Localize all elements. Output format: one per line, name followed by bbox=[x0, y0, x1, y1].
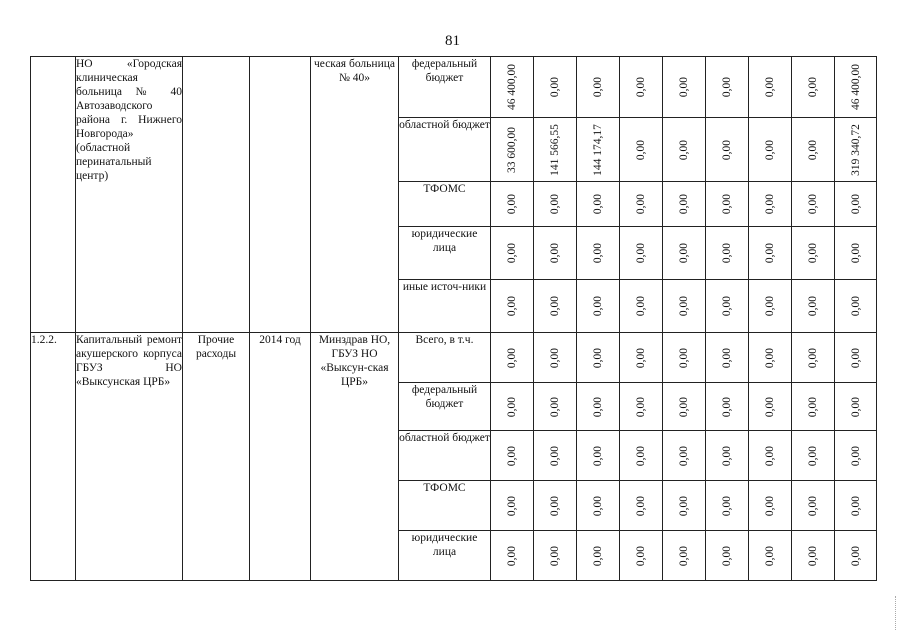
value-text: 0,00 bbox=[807, 545, 819, 566]
value-text: 0,00 bbox=[678, 76, 690, 98]
value-text: 141 566,55 bbox=[549, 123, 561, 176]
value-cell bbox=[749, 280, 792, 333]
value-cell bbox=[706, 383, 749, 431]
value-cell bbox=[835, 531, 877, 581]
value-text: 0,00 bbox=[764, 545, 776, 566]
value-text: 0,00 bbox=[721, 139, 733, 160]
value-text: 0,00 bbox=[506, 347, 518, 368]
value-cell bbox=[792, 531, 835, 581]
expense-type: Прочие расходы bbox=[183, 333, 250, 581]
value-text: 0,00 bbox=[678, 295, 690, 317]
page-number: 81 bbox=[445, 33, 460, 49]
value-text: 0,00 bbox=[678, 445, 690, 466]
value-text: 0,00 bbox=[721, 193, 733, 215]
value-text: 0,00 bbox=[549, 193, 561, 215]
value-cell bbox=[749, 431, 792, 481]
value-cell bbox=[534, 227, 577, 280]
value-cell bbox=[749, 227, 792, 280]
value-cell bbox=[663, 280, 706, 333]
value-text: 0,00 bbox=[592, 193, 604, 215]
value-text: 0,00 bbox=[764, 242, 776, 264]
value-text: 0,00 bbox=[721, 396, 733, 417]
value-cell bbox=[835, 280, 877, 333]
value-text: 0,00 bbox=[635, 396, 647, 417]
value-cell bbox=[491, 531, 534, 581]
value-cell bbox=[663, 481, 706, 531]
value-cell bbox=[706, 57, 749, 118]
execution-year bbox=[250, 57, 311, 333]
value-text: 0,00 bbox=[807, 139, 819, 160]
value-cell bbox=[663, 531, 706, 581]
value-text: 0,00 bbox=[807, 76, 819, 98]
value-text: 0,00 bbox=[549, 495, 561, 516]
value-cell bbox=[792, 383, 835, 431]
funding-source: областной бюджет bbox=[399, 431, 491, 481]
measure-name: НО «Городская клиническая больница № 40 Автозаводского района г. Нижнего Новгорода» (областной перинатальный центр) bbox=[76, 57, 183, 333]
value-cell bbox=[534, 333, 577, 383]
value-text: 0,00 bbox=[635, 445, 647, 466]
value-text: 0,00 bbox=[635, 545, 647, 566]
value-cell bbox=[620, 333, 663, 383]
value-text: 0,00 bbox=[635, 242, 647, 264]
value-cell bbox=[792, 333, 835, 383]
value-text: 0,00 bbox=[592, 76, 604, 98]
value-cell bbox=[577, 118, 620, 182]
value-text: 0,00 bbox=[678, 545, 690, 566]
value-text: 0,00 bbox=[807, 396, 819, 417]
table-row bbox=[31, 333, 877, 383]
value-cell bbox=[835, 227, 877, 280]
value-cell bbox=[534, 531, 577, 581]
value-text: 0,00 bbox=[678, 242, 690, 264]
funding-source: федеральный бюджет bbox=[399, 383, 491, 431]
value-cell bbox=[749, 383, 792, 431]
value-text: 0,00 bbox=[764, 76, 776, 98]
value-text: 0,00 bbox=[592, 445, 604, 466]
value-cell bbox=[835, 333, 877, 383]
value-cell bbox=[835, 383, 877, 431]
value-cell bbox=[491, 57, 534, 118]
value-cell bbox=[534, 383, 577, 431]
value-text: 0,00 bbox=[506, 295, 518, 317]
value-text: 0,00 bbox=[849, 295, 862, 317]
value-cell bbox=[663, 333, 706, 383]
value-text: 0,00 bbox=[592, 495, 604, 516]
value-cell bbox=[534, 57, 577, 118]
value-text: 0,00 bbox=[678, 193, 690, 215]
value-cell bbox=[491, 333, 534, 383]
value-text: 0,00 bbox=[849, 495, 862, 516]
value-text: 0,00 bbox=[764, 347, 776, 368]
value-text: 0,00 bbox=[506, 193, 518, 215]
funding-source: ТФОМС bbox=[399, 182, 491, 227]
value-text: 0,00 bbox=[592, 347, 604, 368]
value-text: 0,00 bbox=[807, 295, 819, 317]
value-text: 0,00 bbox=[807, 495, 819, 516]
value-text: 0,00 bbox=[807, 445, 819, 466]
expense-type bbox=[183, 57, 250, 333]
value-cell bbox=[706, 333, 749, 383]
table-row bbox=[31, 57, 877, 118]
value-cell bbox=[620, 57, 663, 118]
value-cell bbox=[577, 227, 620, 280]
value-cell bbox=[792, 118, 835, 182]
value-cell bbox=[620, 182, 663, 227]
value-cell bbox=[577, 333, 620, 383]
value-text: 0,00 bbox=[764, 495, 776, 516]
value-cell bbox=[663, 383, 706, 431]
funding-source: юридические лица bbox=[399, 227, 491, 280]
value-cell bbox=[749, 531, 792, 581]
funding-source: федеральный бюджет bbox=[399, 57, 491, 118]
value-text: 0,00 bbox=[849, 347, 862, 368]
value-cell bbox=[491, 383, 534, 431]
value-cell bbox=[577, 280, 620, 333]
row-number: 1.2.2. bbox=[31, 333, 76, 581]
value-text: 0,00 bbox=[549, 396, 561, 417]
value-text: 319 340,72 bbox=[849, 123, 862, 176]
value-cell bbox=[491, 182, 534, 227]
value-cell bbox=[706, 118, 749, 182]
value-text: 33 600,00 bbox=[506, 126, 518, 173]
value-cell bbox=[663, 182, 706, 227]
value-cell bbox=[534, 431, 577, 481]
value-text: 46 400,00 bbox=[506, 64, 518, 110]
value-cell bbox=[706, 182, 749, 227]
value-text: 0,00 bbox=[678, 396, 690, 417]
value-cell bbox=[620, 227, 663, 280]
value-cell bbox=[491, 481, 534, 531]
value-cell bbox=[577, 531, 620, 581]
value-cell bbox=[749, 118, 792, 182]
value-cell bbox=[620, 383, 663, 431]
value-cell bbox=[792, 280, 835, 333]
value-cell bbox=[792, 182, 835, 227]
margin-mark bbox=[895, 596, 897, 630]
value-cell bbox=[620, 431, 663, 481]
value-cell bbox=[749, 57, 792, 118]
value-text: 0,00 bbox=[678, 495, 690, 516]
value-cell bbox=[534, 280, 577, 333]
value-text: 0,00 bbox=[592, 295, 604, 317]
value-cell bbox=[663, 118, 706, 182]
value-cell bbox=[577, 383, 620, 431]
row-number bbox=[31, 57, 76, 333]
value-text: 46 400,00 bbox=[849, 64, 862, 110]
value-text: 0,00 bbox=[849, 396, 862, 417]
value-cell bbox=[534, 481, 577, 531]
value-cell bbox=[620, 481, 663, 531]
value-text: 0,00 bbox=[721, 495, 733, 516]
value-text: 0,00 bbox=[849, 445, 862, 466]
executor: Минздрав НО, ГБУЗ НО «Выксун-ская ЦРБ» bbox=[311, 333, 399, 581]
value-text: 0,00 bbox=[764, 193, 776, 215]
value-cell bbox=[749, 481, 792, 531]
value-cell bbox=[577, 182, 620, 227]
value-text: 0,00 bbox=[549, 545, 561, 566]
value-text: 0,00 bbox=[635, 76, 647, 98]
value-cell bbox=[792, 431, 835, 481]
value-text: 0,00 bbox=[506, 545, 518, 566]
value-text: 0,00 bbox=[549, 295, 561, 317]
value-text: 0,00 bbox=[721, 242, 733, 264]
value-cell bbox=[534, 182, 577, 227]
value-cell bbox=[706, 481, 749, 531]
value-text: 0,00 bbox=[506, 495, 518, 516]
value-cell bbox=[663, 57, 706, 118]
funding-source: Всего, в т.ч. bbox=[399, 333, 491, 383]
value-cell bbox=[491, 227, 534, 280]
value-text: 0,00 bbox=[721, 545, 733, 566]
value-text: 0,00 bbox=[506, 242, 518, 264]
value-cell bbox=[534, 118, 577, 182]
value-text: 0,00 bbox=[549, 242, 561, 264]
value-cell bbox=[663, 431, 706, 481]
value-text: 0,00 bbox=[678, 139, 690, 160]
value-text: 0,00 bbox=[549, 445, 561, 466]
value-cell bbox=[835, 182, 877, 227]
value-cell bbox=[491, 431, 534, 481]
value-cell bbox=[620, 118, 663, 182]
value-cell bbox=[706, 227, 749, 280]
value-cell bbox=[706, 280, 749, 333]
funding-source: ТФОМС bbox=[399, 481, 491, 531]
value-text: 0,00 bbox=[506, 396, 518, 417]
value-text: 0,00 bbox=[807, 193, 819, 215]
value-cell bbox=[792, 57, 835, 118]
value-cell bbox=[577, 57, 620, 118]
value-cell bbox=[835, 431, 877, 481]
value-text: 144 174,17 bbox=[592, 123, 604, 176]
value-text: 0,00 bbox=[849, 545, 862, 566]
value-text: 0,00 bbox=[635, 347, 647, 368]
value-text: 0,00 bbox=[721, 347, 733, 368]
value-cell bbox=[620, 280, 663, 333]
funding-source: иные источ-ники bbox=[399, 280, 491, 333]
value-text: 0,00 bbox=[849, 193, 862, 215]
value-text: 0,00 bbox=[549, 347, 561, 368]
value-cell bbox=[792, 227, 835, 280]
value-text: 0,00 bbox=[764, 295, 776, 317]
value-cell bbox=[706, 431, 749, 481]
value-cell bbox=[749, 182, 792, 227]
value-cell bbox=[577, 431, 620, 481]
value-text: 0,00 bbox=[506, 445, 518, 466]
financing-table bbox=[30, 56, 877, 581]
value-text: 0,00 bbox=[549, 76, 561, 98]
value-text: 0,00 bbox=[635, 139, 647, 160]
value-cell bbox=[835, 118, 877, 182]
value-cell bbox=[620, 531, 663, 581]
funding-source: областной бюджет bbox=[399, 118, 491, 182]
executor: ческая больница № 40» bbox=[311, 57, 399, 333]
value-text: 0,00 bbox=[721, 295, 733, 317]
value-text: 0,00 bbox=[592, 396, 604, 417]
value-text: 0,00 bbox=[807, 242, 819, 264]
value-cell bbox=[491, 118, 534, 182]
value-text: 0,00 bbox=[592, 242, 604, 264]
value-text: 0,00 bbox=[764, 139, 776, 160]
value-cell bbox=[835, 57, 877, 118]
value-cell bbox=[663, 227, 706, 280]
value-text: 0,00 bbox=[678, 347, 690, 368]
execution-year: 2014 год bbox=[250, 333, 311, 581]
value-text: 0,00 bbox=[721, 76, 733, 98]
value-cell bbox=[835, 481, 877, 531]
value-cell bbox=[491, 280, 534, 333]
value-text: 0,00 bbox=[721, 445, 733, 466]
value-cell bbox=[792, 481, 835, 531]
value-text: 0,00 bbox=[764, 396, 776, 417]
value-text: 0,00 bbox=[635, 495, 647, 516]
value-text: 0,00 bbox=[635, 295, 647, 317]
value-text: 0,00 bbox=[592, 545, 604, 566]
value-cell bbox=[749, 333, 792, 383]
value-text: 0,00 bbox=[849, 242, 862, 264]
value-cell bbox=[577, 481, 620, 531]
value-text: 0,00 bbox=[807, 347, 819, 368]
value-cell bbox=[706, 531, 749, 581]
value-text: 0,00 bbox=[764, 445, 776, 466]
funding-source: юридические лица bbox=[399, 531, 491, 581]
value-text: 0,00 bbox=[635, 193, 647, 215]
measure-name: Капитальный ремонт акушерского корпуса ГБУЗ НО «Выксунская ЦРБ» bbox=[76, 333, 183, 581]
